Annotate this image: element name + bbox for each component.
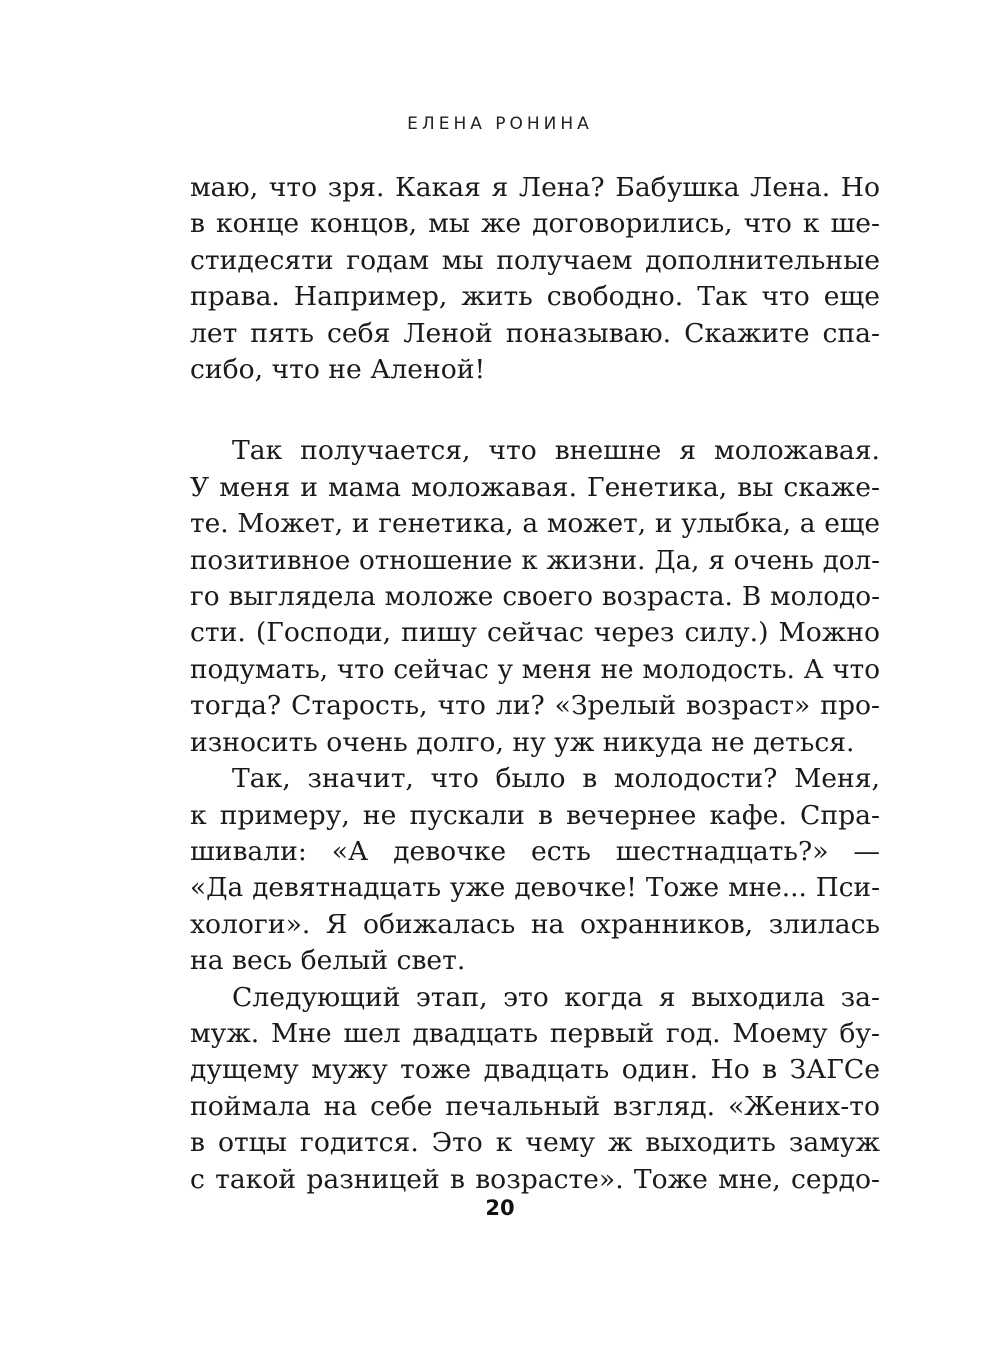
text-line: износить очень долго, ну уж никуда не деться. [190,726,855,758]
text-line: тогда? Старость, что ли? «Зрелый возраст» про- [190,690,880,722]
text-line: те. Может, и генетика, а может, и улыбка, а еще [190,509,880,540]
text-line: с такой разницей в возрасте». Тоже мне, сердо- [190,1163,880,1195]
text-line: дущему мужу тоже двадцать один. Но в ЗАГСе [190,1054,880,1086]
text-line: на весь белый свет. [190,945,466,977]
text-line: сти. (Господи, пишу сейчас через силу.) Можно [190,617,880,649]
text-line: Так, значит, что было в молодости? Меня, [232,763,880,795]
paragraph [190,433,880,761]
paragraph [190,761,880,979]
text-line: «Да девятнадцать уже девочке! Тоже мне... Пси- [190,873,880,904]
text-line: лет пять себя Леной поназываю. Скажите спа- [190,317,880,349]
paragraph [190,170,880,388]
text-line: Так получается, что внешне я моложавая. [232,435,880,467]
text-line: в конце концов, мы же договорились, что к ше- [190,208,880,240]
text-line: муж. Мне шел двадцать первый год. Моему бу- [190,1017,880,1049]
text-line: в отцы годится. Это к чему ж выходить замуж [190,1127,880,1159]
text-line: го выглядела моложе своего возраста. В молодо- [190,582,880,613]
page-number: 20 [485,1196,515,1220]
running-header-author: ЕЛЕНА РОНИНА [407,114,593,134]
section-break [190,388,880,433]
text-line: сибо, что не Аленой! [190,354,486,386]
text-line: стидесяти годам мы получаем дополнительные [190,244,880,276]
text-line: подумать, что сейчас у меня не молодость. А что [190,654,880,685]
paragraph [190,980,880,1198]
text-line: поймала на себе печальный взгляд. «Жених-то [190,1090,880,1122]
text-line: позитивное отношение к жизни. Да, я очень дол- [190,545,880,576]
text-line: Следующий этап, это когда я выходила за- [232,981,880,1013]
text-line: к примеру, не пускали в вечернее кафе. Спра- [190,799,880,831]
body-text [190,170,880,1198]
text-line: маю, что зря. Какая я Лена? Бабушка Лена. Но [190,172,880,203]
text-line: шивали: «А девочке есть шестнадцать?» — [190,835,880,867]
text-line: хологи». Я обижалась на охранников, злилась [190,908,880,940]
text-line: права. Например, жить свободно. Так что еще [190,281,880,313]
text-line: У меня и мама моложавая. Генетика, вы скаже- [190,471,880,503]
